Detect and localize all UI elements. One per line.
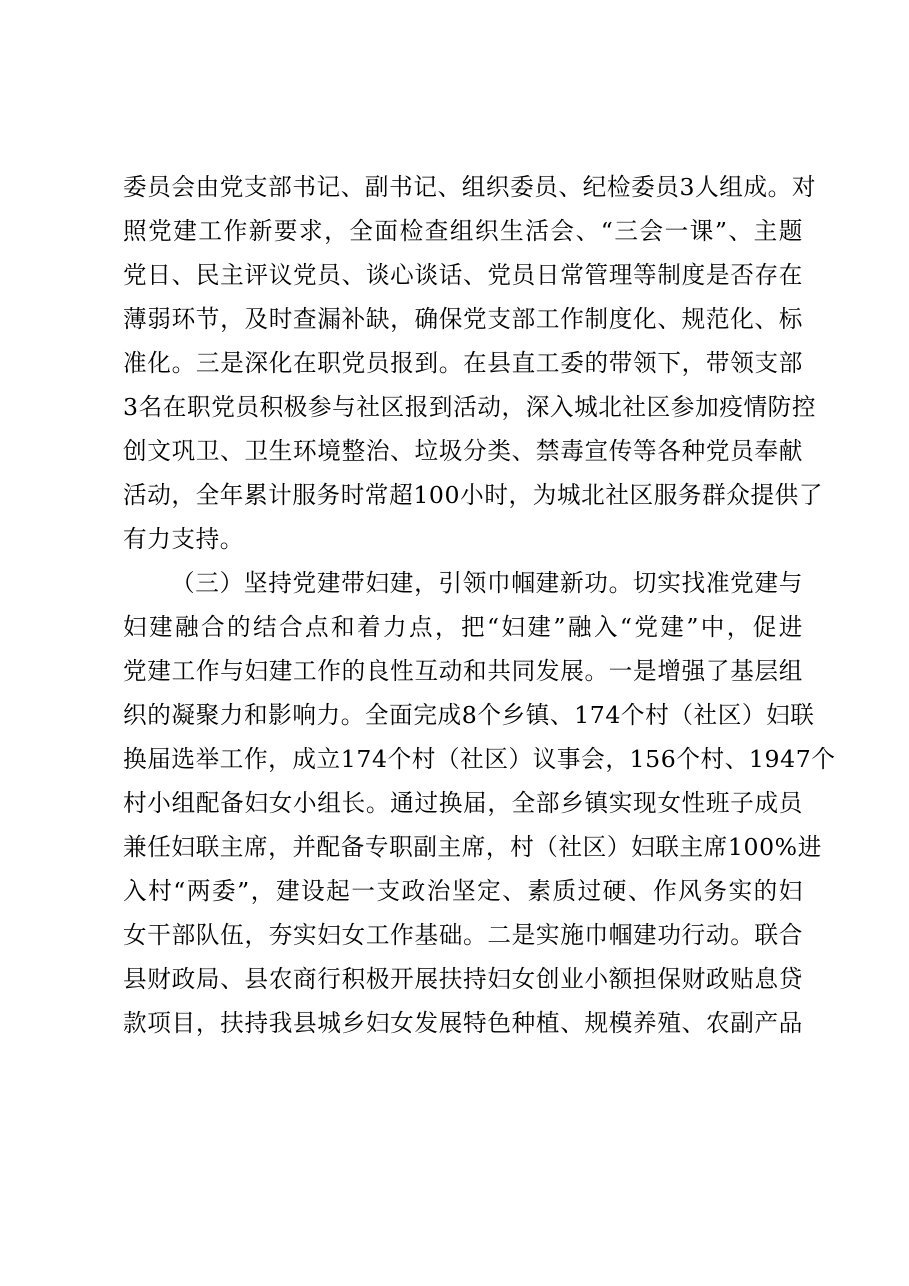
paragraph-1 bbox=[123, 165, 824, 561]
text-line: 薄弱环节，及时查漏补缺，确保党支部工作制度化、规范化、标 bbox=[123, 305, 803, 333]
text-line: 创文巩卫、卫生环境整治、垃圾分类、禁毒宣传等各种党员奉献 bbox=[123, 437, 803, 465]
text-line-heading: （三）坚持党建带妇建，引领巾帼建新功。切实找准党建与 bbox=[171, 569, 803, 597]
text-line: 入村“两委”，建设起一支政治坚定、素质过硬、作风务实的妇 bbox=[123, 877, 803, 905]
text-line: 换届选举工作，成立174个村（社区）议事会，156个村、1947个 bbox=[123, 745, 836, 773]
paragraph-2 bbox=[123, 561, 836, 1045]
text-line: 活动，全年累计服务时常超100小时，为城北社区服务群众提供了 bbox=[123, 481, 824, 509]
text-line: 3名在职党员积极参与社区报到活动，深入城北社区参加疫情防控 bbox=[123, 393, 817, 421]
text-line: 准化。三是深化在职党员报到。在县直工委的带领下，带领支部 bbox=[123, 349, 803, 377]
text-line: 委员会由党支部书记、副书记、组织委员、纪检委员3人组成。对 bbox=[123, 173, 817, 201]
text-line: 兼任妇联主席，并配备专职副主席，村（社区）妇联主席100%进 bbox=[123, 833, 822, 861]
text-line: 妇建融合的结合点和着力点，把“妇建”融入“党建”中，促进 bbox=[123, 613, 803, 641]
text-line: 党建工作与妇建工作的良性互动和共同发展。一是增强了基层组 bbox=[123, 657, 803, 685]
text-line: 照党建工作新要求，全面检查组织生活会、“三会一课”、主题 bbox=[123, 217, 803, 245]
text-line: 织的凝聚力和影响力。全面完成8个乡镇、174个村（社区）妇联 bbox=[123, 701, 815, 729]
text-line: 款项目，扶持我县城乡妇女发展特色种植、规模养殖、农副产品 bbox=[123, 1009, 803, 1037]
text-line: 党日、民主评议党员、谈心谈话、党员日常管理等制度是否存在 bbox=[123, 261, 803, 289]
text-line: 有力支持。 bbox=[123, 525, 244, 553]
text-line: 县财政局、县农商行积极开展扶持妇女创业小额担保财政贴息贷 bbox=[123, 965, 803, 993]
text-line: 女干部队伍，夯实妇女工作基础。二是实施巾帼建功行动。联合 bbox=[123, 921, 803, 949]
body-text bbox=[123, 165, 836, 1045]
text-line: 村小组配备妇女小组长。通过换届，全部乡镇实现女性班子成员 bbox=[123, 789, 803, 817]
